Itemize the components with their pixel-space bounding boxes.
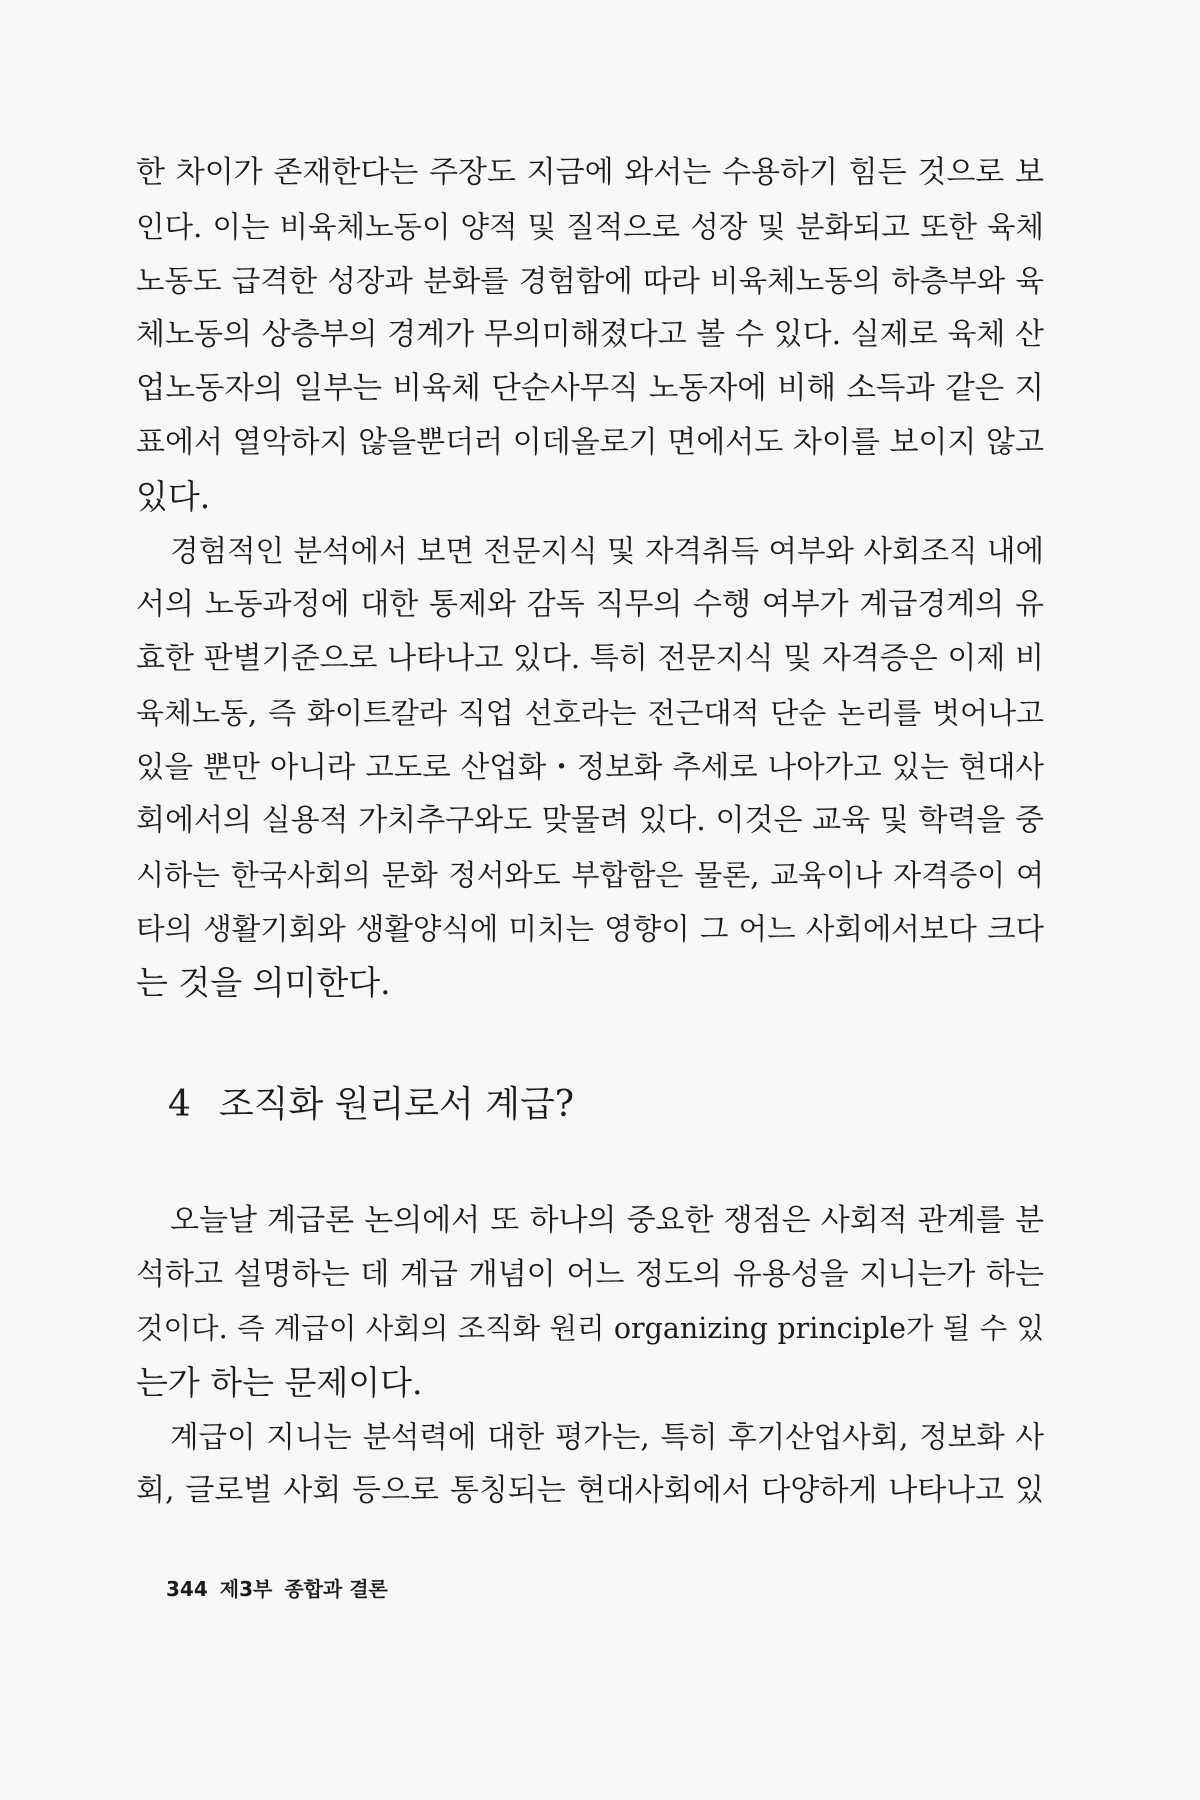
part-label: 제3부 [219, 1577, 273, 1601]
text-line: 시하는 한국사회의 문화 정서와도 부합함은 물론, 교육이나 자격증이 여 [136, 858, 1044, 892]
text-line: 타의 생활기회와 생활양식에 미치는 영향이 그 어느 사회에서보다 크다 [136, 912, 1044, 946]
text-line: 인다. 이는 비육체노동이 양적 및 질적으로 성장 및 분화되고 또한 육체 [136, 210, 1044, 244]
section-number: 4 [168, 1084, 191, 1125]
body-text-bottom [136, 1194, 1044, 1518]
text-line: 는가 하는 문제이다. [136, 1363, 423, 1402]
text-line: 육체노동, 즉 화이트칼라 직업 선호라는 전근대적 단순 논리를 벗어나고 [136, 696, 1044, 730]
text-line: 경험적인 분석에서 보면 전문지식 및 자격취득 여부와 사회조직 내에 [170, 534, 1044, 568]
text-line: 있을 뿐만 아니라 고도로 산업화・정보화 추세로 나아가고 있는 현대사 [136, 750, 1044, 784]
text-line: 회에서의 실용적 가치추구와도 맞물려 있다. 이것은 교육 및 학력을 중 [136, 803, 1044, 838]
text-line: 표에서 열악하지 않을뿐더러 이데올로기 면에서도 차이를 보이지 않고 [136, 425, 1044, 460]
page-footer [166, 1574, 388, 1604]
text-line: 효한 판별기준으로 나타나고 있다. 특히 전문지식 및 자격증은 이제 비 [136, 641, 1044, 676]
body-text-top [136, 146, 1044, 1010]
text-line: 노동도 급격한 성장과 분화를 경험함에 따라 비육체노동의 하층부와 육 [136, 264, 1044, 298]
part-title: 종합과 결론 [284, 1577, 388, 1601]
text-line: 회, 글로벌 사회 등으로 통칭되는 현대사회에서 다양하게 나타나고 있 [136, 1473, 1044, 1508]
text-line: 계급이 지니는 분석력에 대한 평가는, 특히 후기산업사회, 정보화 사 [170, 1420, 1044, 1454]
section-heading [168, 1078, 574, 1132]
text-line: 있다. [136, 477, 211, 516]
text-line: 업노동자의 일부는 비육체 단순사무직 노동자에 비해 소득과 같은 지 [136, 371, 1044, 406]
section-title: 조직화 원리로서 계급? [218, 1084, 575, 1125]
text-line: 것이다. 즉 계급이 사회의 조직화 원리 organizing principle가 될 수 있 [136, 1312, 1044, 1345]
text-line: 는 것을 의미한다. [136, 963, 391, 1002]
page-number: 344 [166, 1577, 208, 1601]
text-line: 오늘날 계급론 논의에서 또 하나의 중요한 쟁점은 사회적 관계를 분 [170, 1203, 1044, 1238]
text-line: 서의 노동과정에 대한 통제와 감독 직무의 수행 여부가 계급경계의 유 [136, 587, 1044, 622]
text-line: 체노동의 상층부의 경계가 무의미해졌다고 볼 수 있다. 실제로 육체 산 [136, 317, 1044, 352]
text-line: 석하고 설명하는 데 계급 개념이 어느 정도의 유용성을 지니는가 하는 [136, 1257, 1044, 1292]
text-line: 한 차이가 존재한다는 주장도 지금에 와서는 수용하기 힘든 것으로 보 [136, 155, 1044, 190]
